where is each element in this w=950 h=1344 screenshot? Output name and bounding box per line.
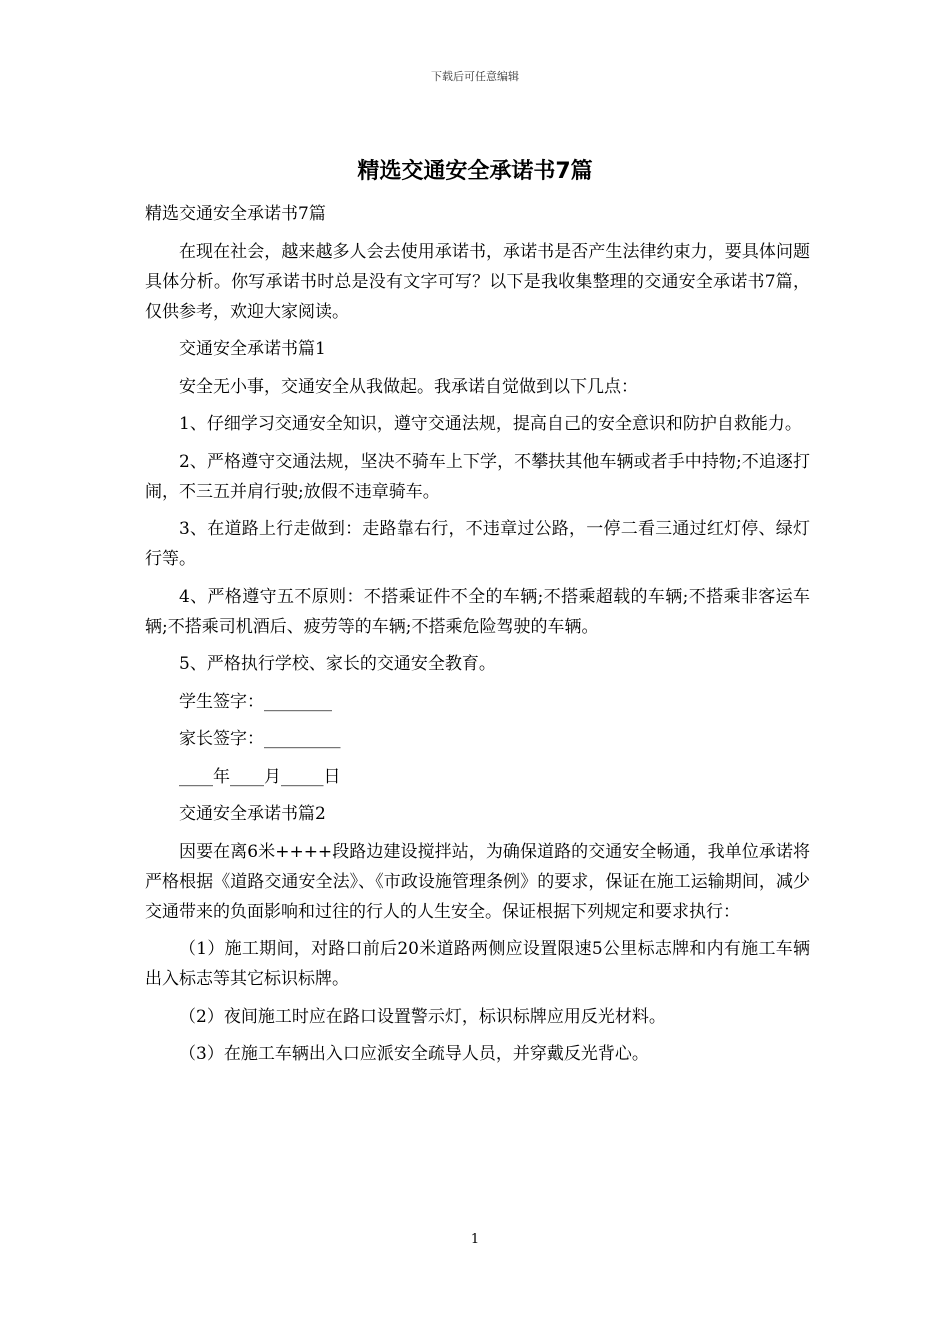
page-number: 1	[470, 1232, 480, 1247]
list-item: 3、在道路上行走做到：走路靠右行，不违章过公路，一停二看三通过红灯停、绿灯行等。	[145, 519, 810, 569]
paragraph: 因要在离6米++++段路边建设搅拌站，为确保道路的交通安全畅通，我单位承诺将严格根据《道路交通安全法》、《市政设施管理条例》的要求，保证在施工运输期间，减少交通带来的负面影响和过往的行人的人生安全。保证根据下列规定和要求执行：	[145, 841, 810, 922]
list-item: （3）在施工车辆出入口应派安全疏导人员，并穿戴反光背心。	[179, 1044, 649, 1064]
list-item: （2）夜间施工时应在路口设置警示灯，标识标牌应用反光材料。	[179, 1006, 666, 1027]
header-note: 下载后可任意编辑	[431, 70, 519, 83]
section-heading-2: 交通安全承诺书篇2	[179, 804, 326, 824]
paragraph: 安全无小事，交通安全从我做起。我承诺自觉做到以下几点：	[179, 376, 638, 397]
section-heading-1: 交通安全承诺书篇1	[179, 339, 326, 359]
intro-paragraph: 在现在社会，越来越多人会去使用承诺书，承诺书是否产生法律约束力，要具体问题具体分析。你写承诺书时总是没有文字可写？以下是我收集整理的交通安全承诺书7篇，仅供参考，欢迎大家阅读。	[145, 241, 810, 322]
list-item: 2、严格遵守交通法规，坚决不骑车上下学，不攀扶其他车辆或者手中持物;不追逐打闹，不三五并肩行驶;放假不违章骑车。	[145, 451, 810, 502]
document-body	[145, 199, 810, 1077]
list-item: （1）施工期间，对路口前后20米道路两侧应设置限速5公里标志牌和内有施工车辆出入标志等其它标识标牌。	[145, 939, 810, 989]
list-item: 5、严格执行学校、家长的交通安全教育。	[179, 654, 496, 674]
parent-signature-line: 家长签字：_________	[179, 729, 341, 749]
document-title: 精选交通安全承诺书7篇	[357, 159, 593, 184]
list-item: 4、严格遵守五不原则：不搭乘证件不全的车辆;不搭乘超载的车辆;不搭乘非客运车辆;不搭乘司机酒后、疲劳等的车辆;不搭乘危险驾驶的车辆。	[145, 586, 810, 637]
student-signature-line: 学生签字：________	[179, 691, 332, 712]
date-line: ____年____月_____日	[179, 766, 341, 787]
subtitle-paragraph: 精选交通安全承诺书7篇	[145, 204, 326, 224]
list-item: 1、仔细学习交通安全知识，遵守交通法规，提高自己的安全意识和防护自救能力。	[179, 414, 802, 434]
